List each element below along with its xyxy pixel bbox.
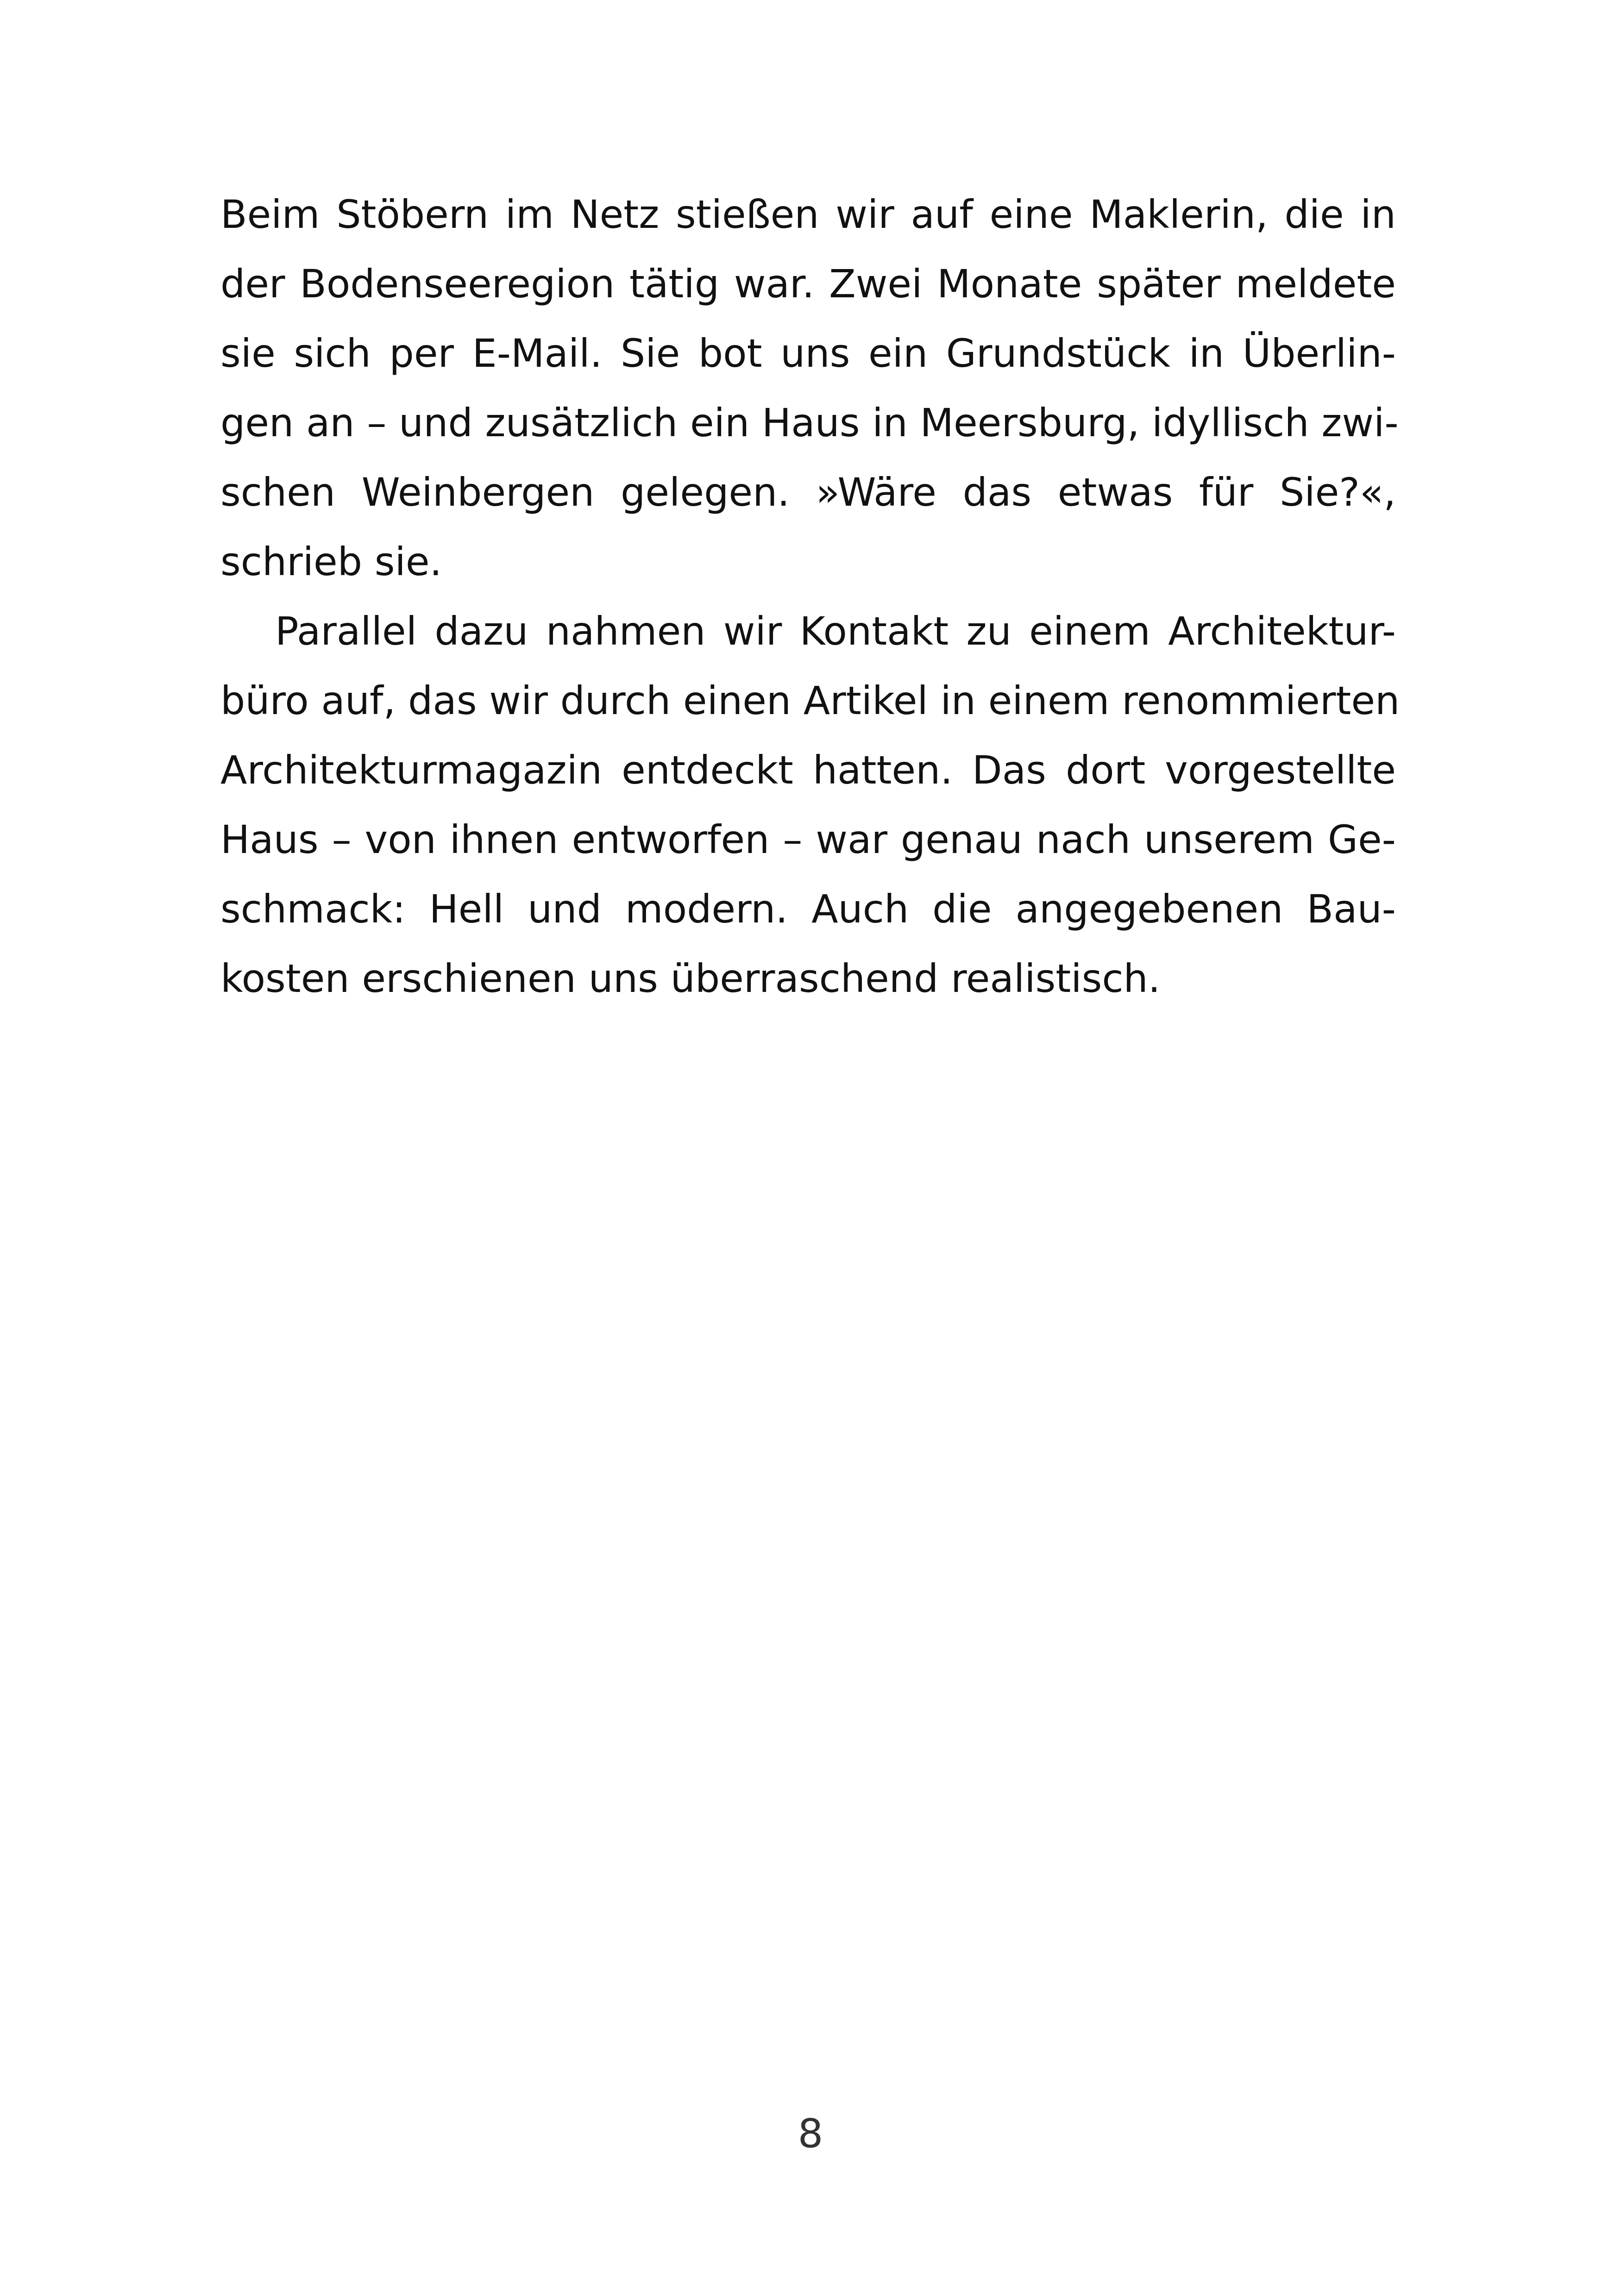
text-line: schrieb sie. — [220, 539, 442, 584]
page-number: 8 — [798, 2111, 823, 2157]
text-line: Beim Stöbern im Netz stießen wir auf eine Maklerin, die in — [220, 192, 1396, 237]
text-line: Architekturmagazin entdeckt hatten. Das dort vorgestellte — [220, 747, 1396, 793]
text-line: Parallel dazu nahmen wir Kontakt zu einem Architektur- — [275, 609, 1396, 654]
text-line: schen Weinbergen gelegen. »Wäre das etwas für Sie?«, — [220, 470, 1396, 515]
text-line: Haus – von ihnen entworfen – war genau nach unserem Ge- — [220, 817, 1396, 862]
text-line: kosten erschienen uns überraschend realistisch. — [220, 956, 1161, 1001]
text-line: sie sich per E-Mail. Sie bot uns ein Grundstück in Überlin- — [220, 331, 1396, 376]
body-text — [220, 180, 1400, 1013]
text-line: schmack: Hell und modern. Auch die angegebenen Bau- — [220, 886, 1396, 932]
paragraph-1 — [220, 180, 1399, 596]
text-line: büro auf, das wir durch einen Artikel in einem renommierten — [220, 678, 1400, 723]
text-line: gen an – und zusätzlich ein Haus in Meersburg, idyllisch zwi- — [220, 400, 1399, 445]
paragraph-2 — [220, 596, 1400, 1013]
text-line: der Bodenseeregion tätig war. Zwei Monate später meldete — [220, 261, 1396, 307]
